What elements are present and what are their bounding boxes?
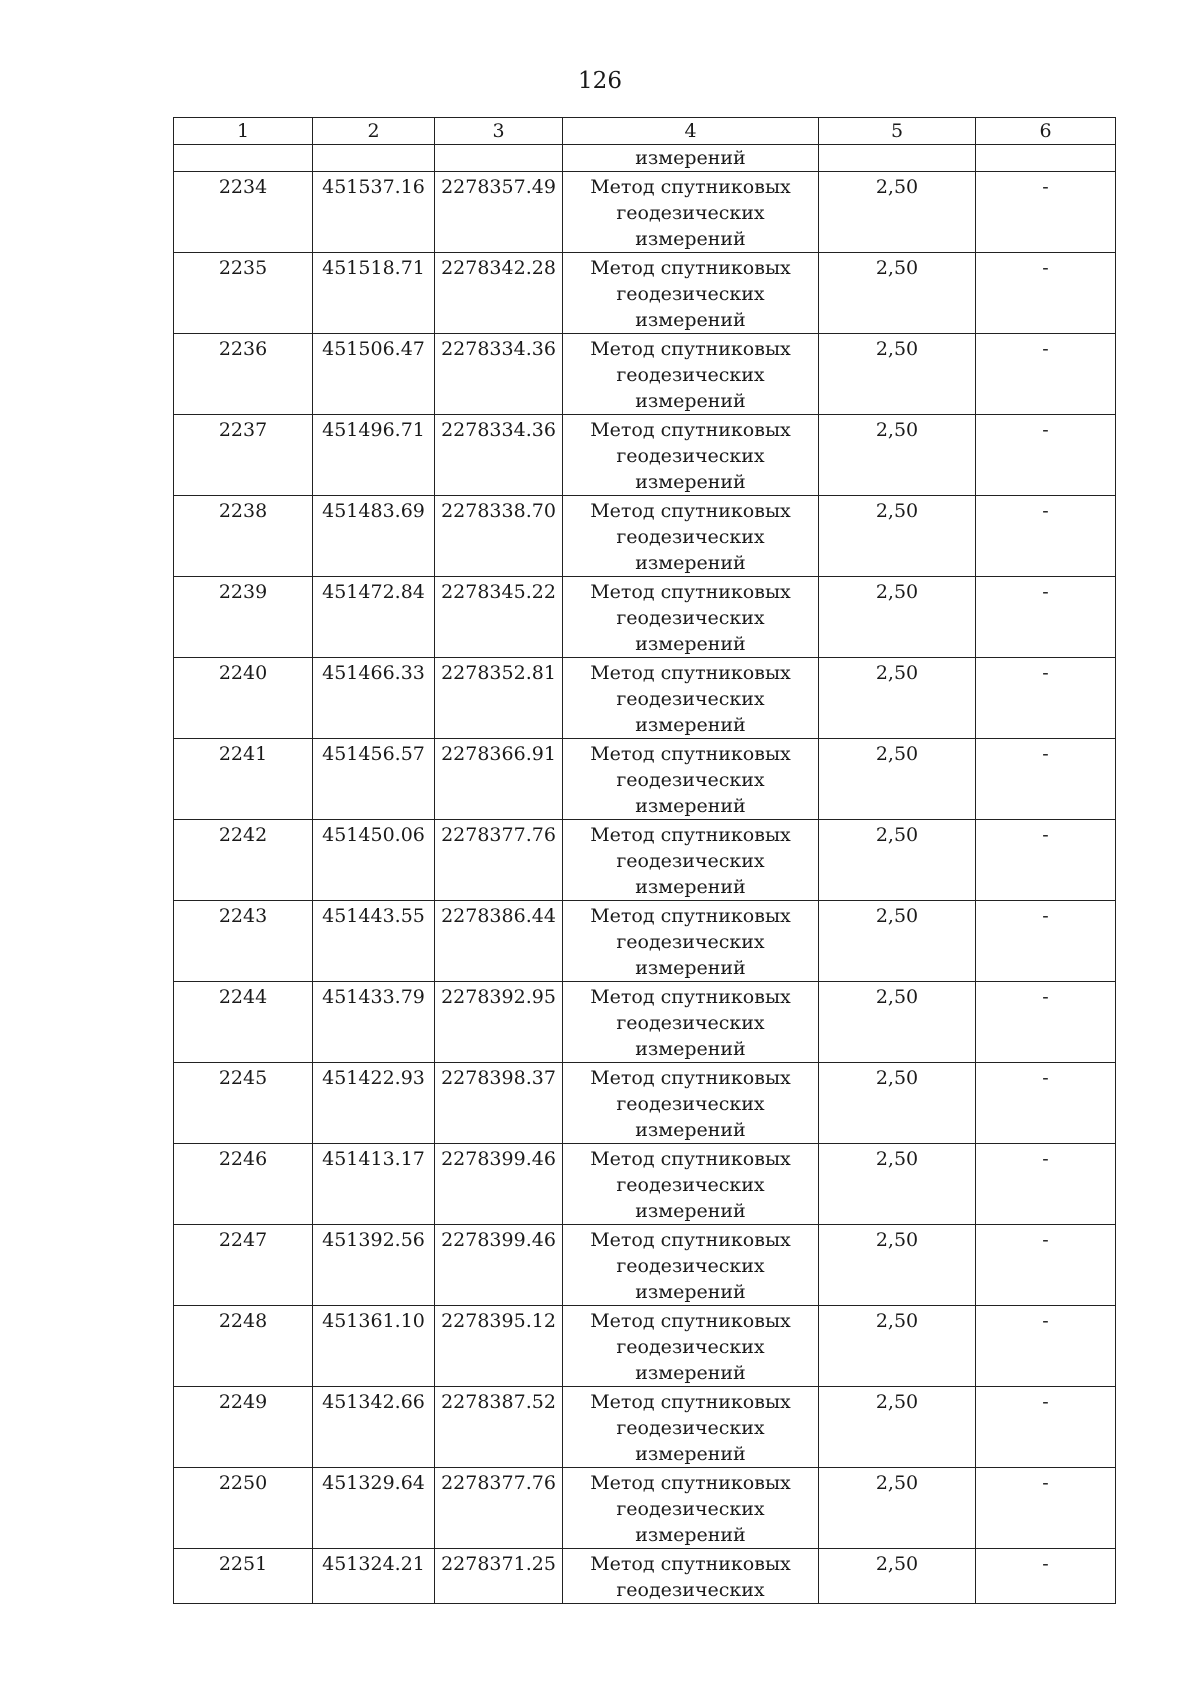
accuracy-cell: 2,50 bbox=[819, 1549, 976, 1604]
point-number-cell: 2244 bbox=[174, 982, 313, 1063]
y-coordinate-cell: 2278352.81 bbox=[435, 658, 563, 739]
header-col-3: 3 bbox=[435, 118, 563, 145]
table-row bbox=[174, 1387, 1116, 1468]
method-line: геодезических bbox=[616, 607, 765, 629]
method-line: измерений bbox=[635, 1524, 746, 1546]
method-line: измерений bbox=[635, 1281, 746, 1303]
point-number-cell: 2240 bbox=[174, 658, 313, 739]
carry-cell-method: измерений bbox=[563, 145, 819, 172]
method-line: геодезических bbox=[616, 931, 765, 953]
header-col-1: 1 bbox=[174, 118, 313, 145]
method-line: геодезических bbox=[616, 850, 765, 872]
table-row bbox=[174, 658, 1116, 739]
x-coordinate-cell: 451472.84 bbox=[313, 577, 435, 658]
y-coordinate-cell: 2278338.70 bbox=[435, 496, 563, 577]
x-coordinate-cell: 451422.93 bbox=[313, 1063, 435, 1144]
coordinates-table bbox=[173, 117, 1116, 1604]
method-cell bbox=[563, 820, 819, 901]
method-line: Метод спутниковых bbox=[590, 824, 791, 846]
point-number-cell: 2250 bbox=[174, 1468, 313, 1549]
method-line: геодезических bbox=[616, 1093, 765, 1115]
method-line: измерений bbox=[635, 714, 746, 736]
table-row bbox=[174, 820, 1116, 901]
note-cell: - bbox=[976, 496, 1116, 577]
note-cell: - bbox=[976, 982, 1116, 1063]
note-cell: - bbox=[976, 1306, 1116, 1387]
table-row bbox=[174, 1225, 1116, 1306]
header-row bbox=[174, 118, 1116, 145]
method-line: Метод спутниковых bbox=[590, 1553, 791, 1575]
point-number-cell: 2238 bbox=[174, 496, 313, 577]
note-cell: - bbox=[976, 577, 1116, 658]
y-coordinate-cell: 2278366.91 bbox=[435, 739, 563, 820]
method-cell bbox=[563, 253, 819, 334]
y-coordinate-cell: 2278387.52 bbox=[435, 1387, 563, 1468]
y-coordinate-cell: 2278345.22 bbox=[435, 577, 563, 658]
note-cell: - bbox=[976, 1144, 1116, 1225]
method-line: Метод спутниковых bbox=[590, 1310, 791, 1332]
method-line: Метод спутниковых bbox=[590, 1229, 791, 1251]
carry-cell-3 bbox=[435, 145, 563, 172]
page-number: 126 bbox=[578, 68, 622, 94]
x-coordinate-cell: 451392.56 bbox=[313, 1225, 435, 1306]
accuracy-cell: 2,50 bbox=[819, 982, 976, 1063]
table-row bbox=[174, 577, 1116, 658]
method-line: Метод спутниковых bbox=[590, 419, 791, 441]
method-cell bbox=[563, 982, 819, 1063]
y-coordinate-cell: 2278371.25 bbox=[435, 1549, 563, 1604]
table-row bbox=[174, 1468, 1116, 1549]
method-cell bbox=[563, 901, 819, 982]
method-line: геодезических bbox=[616, 1336, 765, 1358]
table-row bbox=[174, 1144, 1116, 1225]
method-cell bbox=[563, 334, 819, 415]
accuracy-cell: 2,50 bbox=[819, 820, 976, 901]
method-line: Метод спутниковых bbox=[590, 986, 791, 1008]
point-number-cell: 2243 bbox=[174, 901, 313, 982]
method-cell bbox=[563, 739, 819, 820]
method-line: измерений bbox=[635, 633, 746, 655]
accuracy-cell: 2,50 bbox=[819, 901, 976, 982]
method-line: измерений bbox=[635, 1443, 746, 1465]
header-col-2: 2 bbox=[313, 118, 435, 145]
carry-cell-2 bbox=[313, 145, 435, 172]
table-row bbox=[174, 739, 1116, 820]
note-cell: - bbox=[976, 1225, 1116, 1306]
point-number-cell: 2241 bbox=[174, 739, 313, 820]
method-line: Метод спутниковых bbox=[590, 905, 791, 927]
note-cell: - bbox=[976, 1063, 1116, 1144]
method-line: геодезических bbox=[616, 283, 765, 305]
method-line: Метод спутниковых bbox=[590, 743, 791, 765]
note-cell: - bbox=[976, 172, 1116, 253]
method-cell bbox=[563, 658, 819, 739]
carry-cell-5 bbox=[819, 145, 976, 172]
x-coordinate-cell: 451443.55 bbox=[313, 901, 435, 982]
accuracy-cell: 2,50 bbox=[819, 172, 976, 253]
note-cell: - bbox=[976, 334, 1116, 415]
method-cell bbox=[563, 577, 819, 658]
y-coordinate-cell: 2278334.36 bbox=[435, 334, 563, 415]
note-cell: - bbox=[976, 415, 1116, 496]
note-cell: - bbox=[976, 739, 1116, 820]
method-line: Метод спутниковых bbox=[590, 1067, 791, 1089]
method-cell bbox=[563, 1387, 819, 1468]
accuracy-cell: 2,50 bbox=[819, 658, 976, 739]
point-number-cell: 2248 bbox=[174, 1306, 313, 1387]
x-coordinate-cell: 451456.57 bbox=[313, 739, 435, 820]
method-line: измерений bbox=[635, 1119, 746, 1141]
method-line: геодезических bbox=[616, 1579, 765, 1601]
x-coordinate-cell: 451361.10 bbox=[313, 1306, 435, 1387]
x-coordinate-cell: 451413.17 bbox=[313, 1144, 435, 1225]
table-row bbox=[174, 172, 1116, 253]
note-cell: - bbox=[976, 901, 1116, 982]
point-number-cell: 2251 bbox=[174, 1549, 313, 1604]
table-body bbox=[174, 145, 1116, 1604]
method-cell bbox=[563, 1306, 819, 1387]
note-cell: - bbox=[976, 1387, 1116, 1468]
method-line: измерений bbox=[635, 390, 746, 412]
method-line: геодезических bbox=[616, 1255, 765, 1277]
point-number-cell: 2237 bbox=[174, 415, 313, 496]
method-line: измерений bbox=[635, 309, 746, 331]
header-col-5: 5 bbox=[819, 118, 976, 145]
accuracy-cell: 2,50 bbox=[819, 577, 976, 658]
method-line: геодезических bbox=[616, 364, 765, 386]
x-coordinate-cell: 451518.71 bbox=[313, 253, 435, 334]
point-number-cell: 2234 bbox=[174, 172, 313, 253]
method-cell bbox=[563, 1225, 819, 1306]
method-line: геодезических bbox=[616, 1498, 765, 1520]
point-number-cell: 2242 bbox=[174, 820, 313, 901]
table-row bbox=[174, 415, 1116, 496]
table-row bbox=[174, 1063, 1116, 1144]
method-line: измерений bbox=[635, 795, 746, 817]
y-coordinate-cell: 2278377.76 bbox=[435, 1468, 563, 1549]
point-number-cell: 2249 bbox=[174, 1387, 313, 1468]
point-number-cell: 2236 bbox=[174, 334, 313, 415]
method-cell bbox=[563, 1468, 819, 1549]
method-line: Метод спутниковых bbox=[590, 662, 791, 684]
method-cell bbox=[563, 496, 819, 577]
method-line: Метод спутниковых bbox=[590, 1391, 791, 1413]
table-row bbox=[174, 253, 1116, 334]
point-number-cell: 2239 bbox=[174, 577, 313, 658]
method-line: измерений bbox=[635, 1200, 746, 1222]
header-col-4: 4 bbox=[563, 118, 819, 145]
note-cell: - bbox=[976, 253, 1116, 334]
table-row bbox=[174, 496, 1116, 577]
y-coordinate-cell: 2278398.37 bbox=[435, 1063, 563, 1144]
method-line: геодезических bbox=[616, 1012, 765, 1034]
x-coordinate-cell: 451466.33 bbox=[313, 658, 435, 739]
accuracy-cell: 2,50 bbox=[819, 253, 976, 334]
note-cell: - bbox=[976, 658, 1116, 739]
method-line: Метод спутниковых bbox=[590, 500, 791, 522]
method-cell bbox=[563, 1144, 819, 1225]
accuracy-cell: 2,50 bbox=[819, 1306, 976, 1387]
table-row bbox=[174, 901, 1116, 982]
carry-cell-1 bbox=[174, 145, 313, 172]
table-row bbox=[174, 334, 1116, 415]
carry-cell-6 bbox=[976, 145, 1116, 172]
method-line: геодезических bbox=[616, 769, 765, 791]
table-row bbox=[174, 1549, 1116, 1604]
method-line: измерений bbox=[635, 228, 746, 250]
note-cell: - bbox=[976, 1549, 1116, 1604]
table-row bbox=[174, 982, 1116, 1063]
y-coordinate-cell: 2278386.44 bbox=[435, 901, 563, 982]
method-line: Метод спутниковых bbox=[590, 1148, 791, 1170]
x-coordinate-cell: 451537.16 bbox=[313, 172, 435, 253]
method-line: геодезических bbox=[616, 1174, 765, 1196]
point-number-cell: 2246 bbox=[174, 1144, 313, 1225]
accuracy-cell: 2,50 bbox=[819, 1225, 976, 1306]
method-line: Метод спутниковых bbox=[590, 1472, 791, 1494]
table-row bbox=[174, 1306, 1116, 1387]
y-coordinate-cell: 2278342.28 bbox=[435, 253, 563, 334]
method-line: измерений bbox=[635, 1362, 746, 1384]
method-line: геодезических bbox=[616, 445, 765, 467]
y-coordinate-cell: 2278357.49 bbox=[435, 172, 563, 253]
y-coordinate-cell: 2278395.12 bbox=[435, 1306, 563, 1387]
accuracy-cell: 2,50 bbox=[819, 415, 976, 496]
point-number-cell: 2235 bbox=[174, 253, 313, 334]
x-coordinate-cell: 451483.69 bbox=[313, 496, 435, 577]
method-line: геодезических bbox=[616, 1417, 765, 1439]
method-cell bbox=[563, 1549, 819, 1604]
accuracy-cell: 2,50 bbox=[819, 1063, 976, 1144]
method-line: измерений bbox=[635, 957, 746, 979]
method-line: геодезических bbox=[616, 526, 765, 548]
x-coordinate-cell: 451324.21 bbox=[313, 1549, 435, 1604]
note-cell: - bbox=[976, 820, 1116, 901]
point-number-cell: 2247 bbox=[174, 1225, 313, 1306]
method-line: Метод спутниковых bbox=[590, 257, 791, 279]
accuracy-cell: 2,50 bbox=[819, 739, 976, 820]
accuracy-cell: 2,50 bbox=[819, 334, 976, 415]
accuracy-cell: 2,50 bbox=[819, 1144, 976, 1225]
point-number-cell: 2245 bbox=[174, 1063, 313, 1144]
x-coordinate-cell: 451506.47 bbox=[313, 334, 435, 415]
method-line: измерений bbox=[635, 876, 746, 898]
y-coordinate-cell: 2278399.46 bbox=[435, 1144, 563, 1225]
y-coordinate-cell: 2278399.46 bbox=[435, 1225, 563, 1306]
method-cell bbox=[563, 415, 819, 496]
method-cell bbox=[563, 172, 819, 253]
x-coordinate-cell: 451450.06 bbox=[313, 820, 435, 901]
accuracy-cell: 2,50 bbox=[819, 1387, 976, 1468]
method-line: Метод спутниковых bbox=[590, 338, 791, 360]
y-coordinate-cell: 2278392.95 bbox=[435, 982, 563, 1063]
note-cell: - bbox=[976, 1468, 1116, 1549]
method-line: измерений bbox=[635, 552, 746, 574]
accuracy-cell: 2,50 bbox=[819, 1468, 976, 1549]
y-coordinate-cell: 2278377.76 bbox=[435, 820, 563, 901]
accuracy-cell: 2,50 bbox=[819, 496, 976, 577]
x-coordinate-cell: 451433.79 bbox=[313, 982, 435, 1063]
x-coordinate-cell: 451496.71 bbox=[313, 415, 435, 496]
header-col-6: 6 bbox=[976, 118, 1116, 145]
method-line: измерений bbox=[635, 471, 746, 493]
method-cell bbox=[563, 1063, 819, 1144]
method-line: Метод спутниковых bbox=[590, 581, 791, 603]
method-line: геодезических bbox=[616, 688, 765, 710]
carry-over-row bbox=[174, 145, 1116, 172]
y-coordinate-cell: 2278334.36 bbox=[435, 415, 563, 496]
x-coordinate-cell: 451342.66 bbox=[313, 1387, 435, 1468]
method-line: геодезических bbox=[616, 202, 765, 224]
method-line: измерений bbox=[635, 1038, 746, 1060]
x-coordinate-cell: 451329.64 bbox=[313, 1468, 435, 1549]
method-line: Метод спутниковых bbox=[590, 176, 791, 198]
